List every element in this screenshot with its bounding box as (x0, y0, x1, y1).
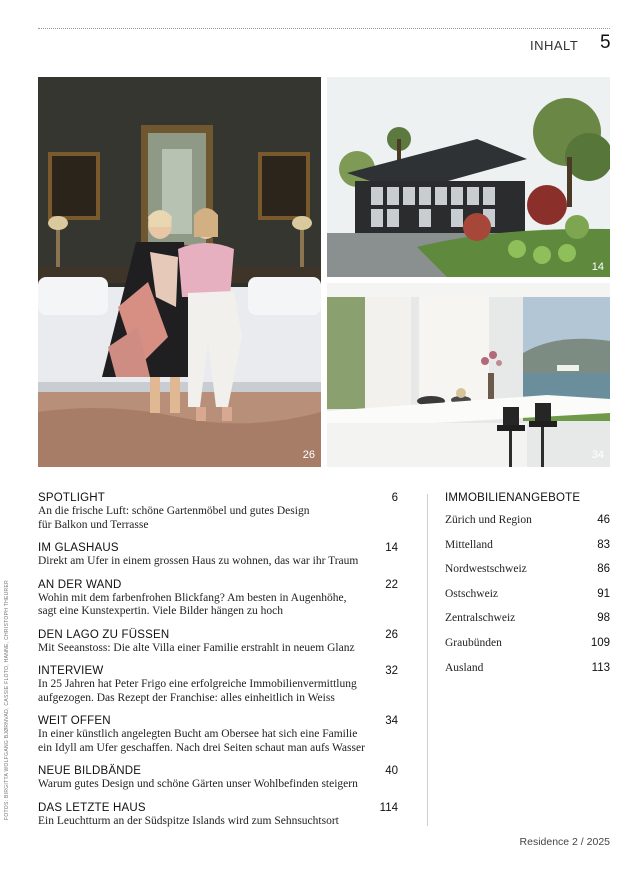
page-number: 5 (600, 32, 611, 53)
realestate-item[interactable] (445, 514, 610, 539)
realestate-item-label: Ausland (445, 661, 484, 674)
toc-entry-page: 32 (385, 665, 398, 677)
toc-entry-desc: In einer künstlich angelegten Bucht am Obersee hat sich eine Familie ein Idyll am Ufer geschaffen. Nach drei Seiten schaut man aufs Wasser (38, 728, 365, 754)
toc-entry-desc: Direkt am Ufer in einem grossen Haus zu wohnen, das war ihr Traum (38, 555, 359, 567)
realestate-item[interactable] (445, 612, 610, 637)
realestate-item-page: 113 (591, 661, 610, 674)
realestate-item-page: 86 (597, 563, 610, 576)
realestate-item-label: Mittelland (445, 538, 493, 551)
toc-entry-page: 114 (379, 801, 398, 814)
photo-salon[interactable] (38, 77, 321, 467)
toc-entry-desc: Ein Leuchtturm an der Südspitze Islands wird zum Sehnsuchtsort (38, 814, 339, 827)
photo-salon-page: 26 (302, 449, 315, 461)
toc-entry-desc: Warum gutes Design und schöne Gärten unser Wohlbefinden steigern (38, 778, 358, 790)
toc-entry[interactable] (38, 492, 398, 532)
realestate-item[interactable] (445, 539, 610, 564)
photo-glasshouse[interactable] (327, 77, 610, 277)
toc-entry[interactable] (38, 765, 398, 792)
realestate-item[interactable] (445, 662, 610, 687)
toc-entry-desc: An die frische Luft: schöne Gartenmöbel und gutes Design für Balkon und Terrasse (38, 505, 310, 531)
realestate-title: IMMOBILIENANGEBOTE (445, 492, 581, 504)
photo-glasshouse-page: 14 (591, 261, 604, 273)
toc-entry-title: WEIT OFFEN (38, 715, 111, 727)
toc-entry-title: AN DER WAND (38, 578, 122, 591)
issue-footer: Residence 2 / 2025 (519, 836, 610, 848)
column-divider (427, 494, 428, 826)
realestate-list (445, 492, 610, 686)
toc-entry[interactable] (38, 579, 398, 619)
toc-entry-page: 6 (391, 492, 398, 504)
realestate-item-page: 83 (597, 538, 610, 551)
photo-kitchen[interactable] (327, 283, 610, 467)
toc-entry-title: IM GLASHAUS (38, 542, 119, 554)
toc-entry-page: 26 (385, 628, 398, 641)
toc-entry-page: 40 (385, 765, 398, 777)
toc-entry-title: INTERVIEW (38, 665, 104, 677)
toc-entry-title: DEN LAGO ZU FÜSSEN (38, 628, 170, 641)
toc-entry[interactable] (38, 802, 398, 829)
photo-credit: FOTOS: BIRGITTA WOLFGANG BJØRNVAD, CASSIE FLOTO, HANNE, CHRISTOPH THEURER (4, 580, 10, 820)
toc-entry-desc: Mit Seeanstoss: Die alte Villa einer Familie erstrahlt in neuem Glanz (38, 641, 355, 654)
realestate-item-label: Nordwestschweiz (445, 563, 527, 576)
toc-entry[interactable] (38, 665, 398, 705)
realestate-item-page: 46 (597, 514, 610, 526)
realestate-item-page: 91 (597, 587, 610, 600)
toc-entry[interactable] (38, 629, 398, 656)
toc-entry-title: NEUE BILDBÄNDE (38, 765, 142, 777)
toc-entry[interactable] (38, 715, 398, 755)
toc-entry-title: DAS LETZTE HAUS (38, 801, 146, 814)
toc-entry-desc: In 25 Jahren hat Peter Frigo eine erfolgreiche Immobilienvermittlung aufgezogen. Das Rezept der Franchise: alles einheitlich in Weiss (38, 678, 357, 704)
realestate-item[interactable] (445, 563, 610, 588)
realestate-item[interactable] (445, 637, 610, 662)
realestate-item-label: Ostschweiz (445, 587, 499, 600)
realestate-item[interactable] (445, 588, 610, 613)
toc-entry-desc: Wohin mit dem farbenfrohen Blickfang? Am besten in Augenhöhe, sagt eine Kunstexpertin. Viele Bilder hängen zu hoch (38, 591, 347, 617)
realestate-item-page: 98 (597, 612, 610, 625)
toc-entry-title: SPOTLIGHT (38, 492, 105, 504)
toc-entry-page: 14 (385, 542, 398, 554)
toc-entry-page: 22 (385, 578, 398, 591)
toc-entry[interactable] (38, 542, 398, 569)
realestate-item-label: Zürich und Region (445, 514, 532, 526)
toc-entry-page: 34 (385, 715, 398, 727)
section-label: INHALT (530, 38, 579, 53)
realestate-item-label: Zentralschweiz (445, 612, 516, 625)
photo-kitchen-page: 34 (591, 449, 604, 461)
realestate-item-label: Graubünden (445, 636, 502, 649)
top-dotted-rule (38, 28, 610, 29)
toc-list (38, 492, 398, 838)
realestate-item-page: 109 (590, 636, 610, 649)
